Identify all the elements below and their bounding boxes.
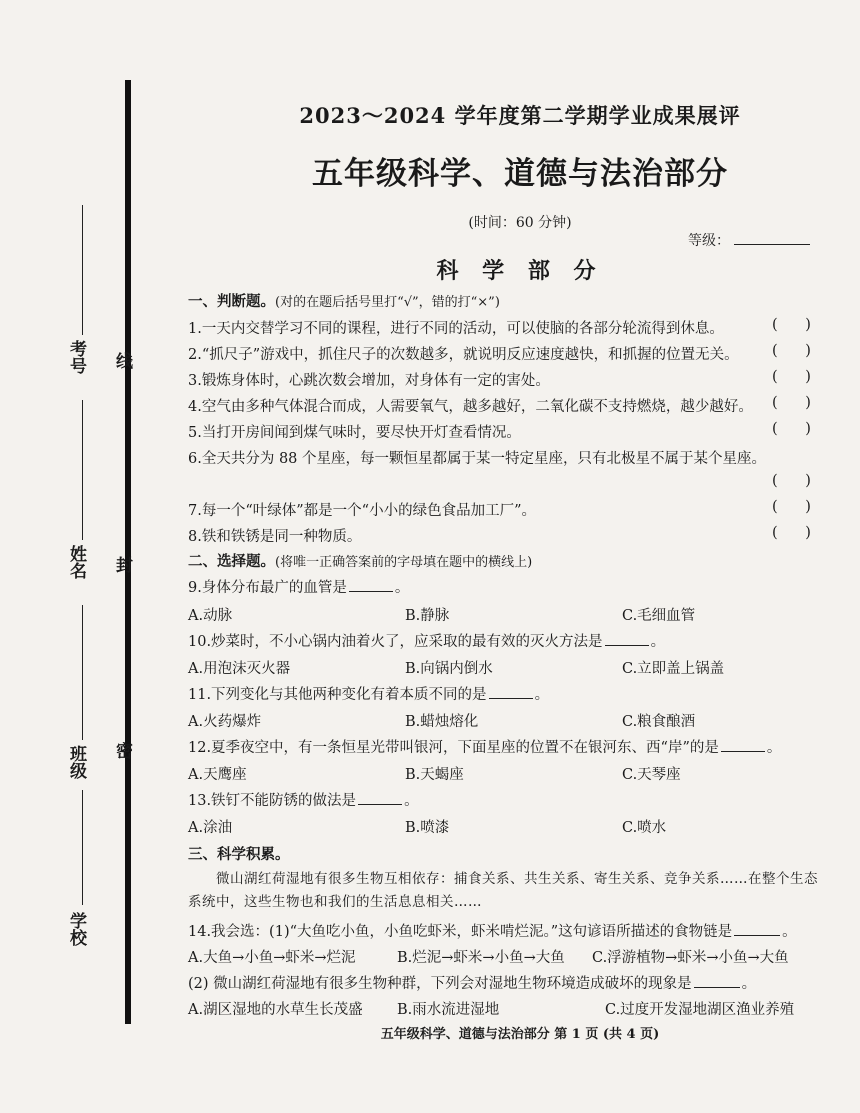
judge-answer-8[interactable]: ( ) [772,525,811,541]
choice-option: A.用泡沫灭火器 [188,661,291,677]
subject-title: 五年级科学、道德与法治部分 [312,156,728,192]
exam-no-label: 考号 [66,340,86,374]
judge-item-7: 7.每一个“叶绿体”都是一个“小小的绿色食品加工厂”。 [188,503,536,519]
choice-question-12: 12.夏季夜空中，有一条恒星光带叫银河，下面星座的位置不在银河东、西“岸”的是 。 [188,740,782,756]
question-14-1: 14.我会选：(1)“大鱼吃小鱼，小鱼吃虾米，虾米啃烂泥。”这句谚语所描述的食物链是 。 [188,924,797,940]
judge-item-8: 8.铁和铁锈是同一种物质。 [188,529,362,545]
grade-label: 等级： [688,233,730,249]
answer-blank-11[interactable] [489,686,533,699]
seal-line-label: 线 [112,352,132,369]
choice-option: C.毛细血管 [622,608,696,624]
choice-option: C.喷水 [622,820,667,836]
choice-option: A.动脉 [188,608,233,624]
choice-option: C.粮食酿酒 [622,714,696,730]
judge-answer-2[interactable]: ( ) [772,343,811,359]
judge-item-3: 3.锻炼身体时，心跳次数会增加，对身体有一定的害处。 [188,373,550,389]
judge-answer-3[interactable]: ( ) [772,369,811,385]
judge-answer-1[interactable]: ( ) [772,317,811,333]
part1-heading: 一、判断题。(对的在题后括号里打“√”，错的打“×”) [188,293,500,310]
judge-item-6: 6.全天共分为 88 个星座，每一颗恒星都属于某一特定星座，只有北极星不属于某个星座。 [188,451,766,467]
choice-option: A.湖区湿地的水草生长茂盛 [188,1002,363,1018]
choice-option: B.向锅内倒水 [405,661,493,677]
choice-option: B.蜡烛熔化 [405,714,479,730]
answer-blank-10[interactable] [605,633,649,646]
school-label: 学校 [66,912,86,946]
page-footer: 五年级科学、道德与法治部分 第 1 页 (共 4 页) [380,1027,660,1042]
seal-secret-label: 密 [112,742,132,759]
judge-item-2: 2.“抓尺子”游戏中，抓住尺子的次数越多，就说明反应速度越快，和抓握的位置无关。 [188,347,739,363]
part1-note: (对的在题后括号里打“√”，错的打“×”) [275,295,500,310]
judge-item-5: 5.当打开房间闻到煤气味时，要尽快开灯查看情况。 [188,425,521,441]
year-title: 2023～2024 学年度第二学期学业成果展评 [299,103,741,128]
choice-option: C.过度开发湿地湖区渔业养殖 [605,1002,795,1018]
grade-field[interactable] [688,230,810,250]
judge-answer-4[interactable]: ( ) [772,395,811,411]
choice-question-9: 9.身体分布最广的血管是 。 [188,580,410,596]
time-limit: (时间：60 分钟) [468,215,572,231]
exam-no-rule [82,205,83,335]
choice-option: B.雨水流进湿地 [397,1002,500,1018]
school-rule [82,790,83,905]
judge-answer-7[interactable]: ( ) [772,499,811,515]
choice-question-10: 10.炒菜时，不小心锅内油着火了，应采取的最有效的灭火方法是 。 [188,634,666,650]
part2-note: (将唯一正确答案前的字母填在题中的横线上) [275,555,533,570]
judge-item-4: 4.空气由多种气体混合而成，人需要氧气，越多越好，二氧化碳不支持燃烧，越少越好。 [188,399,753,415]
choice-question-11: 11.下列变化与其他两种变化有着本质不同的是 。 [188,687,550,703]
choice-option: B.烂泥→虾米→小鱼→大鱼 [397,950,565,966]
choice-option: B.静脉 [405,608,450,624]
judge-item-1: 1.一天内交替学习不同的课程，进行不同的活动，可以使脑的各部分轮流得到休息。 [188,321,724,337]
name-rule [82,400,83,540]
choice-option: A.涂油 [188,820,233,836]
binding-line [125,80,131,1024]
answer-blank-12[interactable] [721,739,765,752]
choice-option: C.浮游植物→虾米→小鱼→大鱼 [592,950,789,966]
part3-intro: 微山湖红荷湿地有很多生物互相依存：捕食关系、共生关系、寄生关系、竞争关系……在整个生态系统中，这些生物也和我们的生活息息相关…… [188,871,818,910]
choice-option: A.火药爆炸 [188,714,262,730]
answer-blank-14-1[interactable] [734,923,780,936]
name-label: 姓名 [66,545,86,579]
choice-option: A.大鱼→小鱼→虾米→烂泥 [188,950,356,966]
part3-heading: 三、科学积累。 [188,846,290,863]
choice-option: B.天蝎座 [405,767,464,783]
class-label: 班级 [66,745,86,779]
choice-option: C.立即盖上锅盖 [622,661,725,677]
choice-option: B.喷漆 [405,820,450,836]
judge-answer-5[interactable]: ( ) [772,421,811,437]
grade-blank[interactable] [734,232,810,245]
class-rule [82,605,83,740]
seal-seal-label: 封 [112,556,132,573]
answer-blank-13[interactable] [358,792,402,805]
choice-option: A.天鹰座 [188,767,247,783]
answer-blank-14-2[interactable] [694,975,740,988]
question-14-2: (2) 微山湖红荷湿地有很多生物种群，下列会对湿地生物环境造成破坏的现象是 。 [188,976,757,992]
answer-blank-9[interactable] [349,579,393,592]
section-title: 科 学 部 分 [436,259,604,284]
part2-heading: 二、选择题。(将唯一正确答案前的字母填在题中的横线上) [188,553,533,570]
judge-answer-6[interactable]: ( ) [772,473,811,489]
choice-option: C.天琴座 [622,767,681,783]
choice-question-13: 13.铁钉不能防锈的做法是 。 [188,793,419,809]
